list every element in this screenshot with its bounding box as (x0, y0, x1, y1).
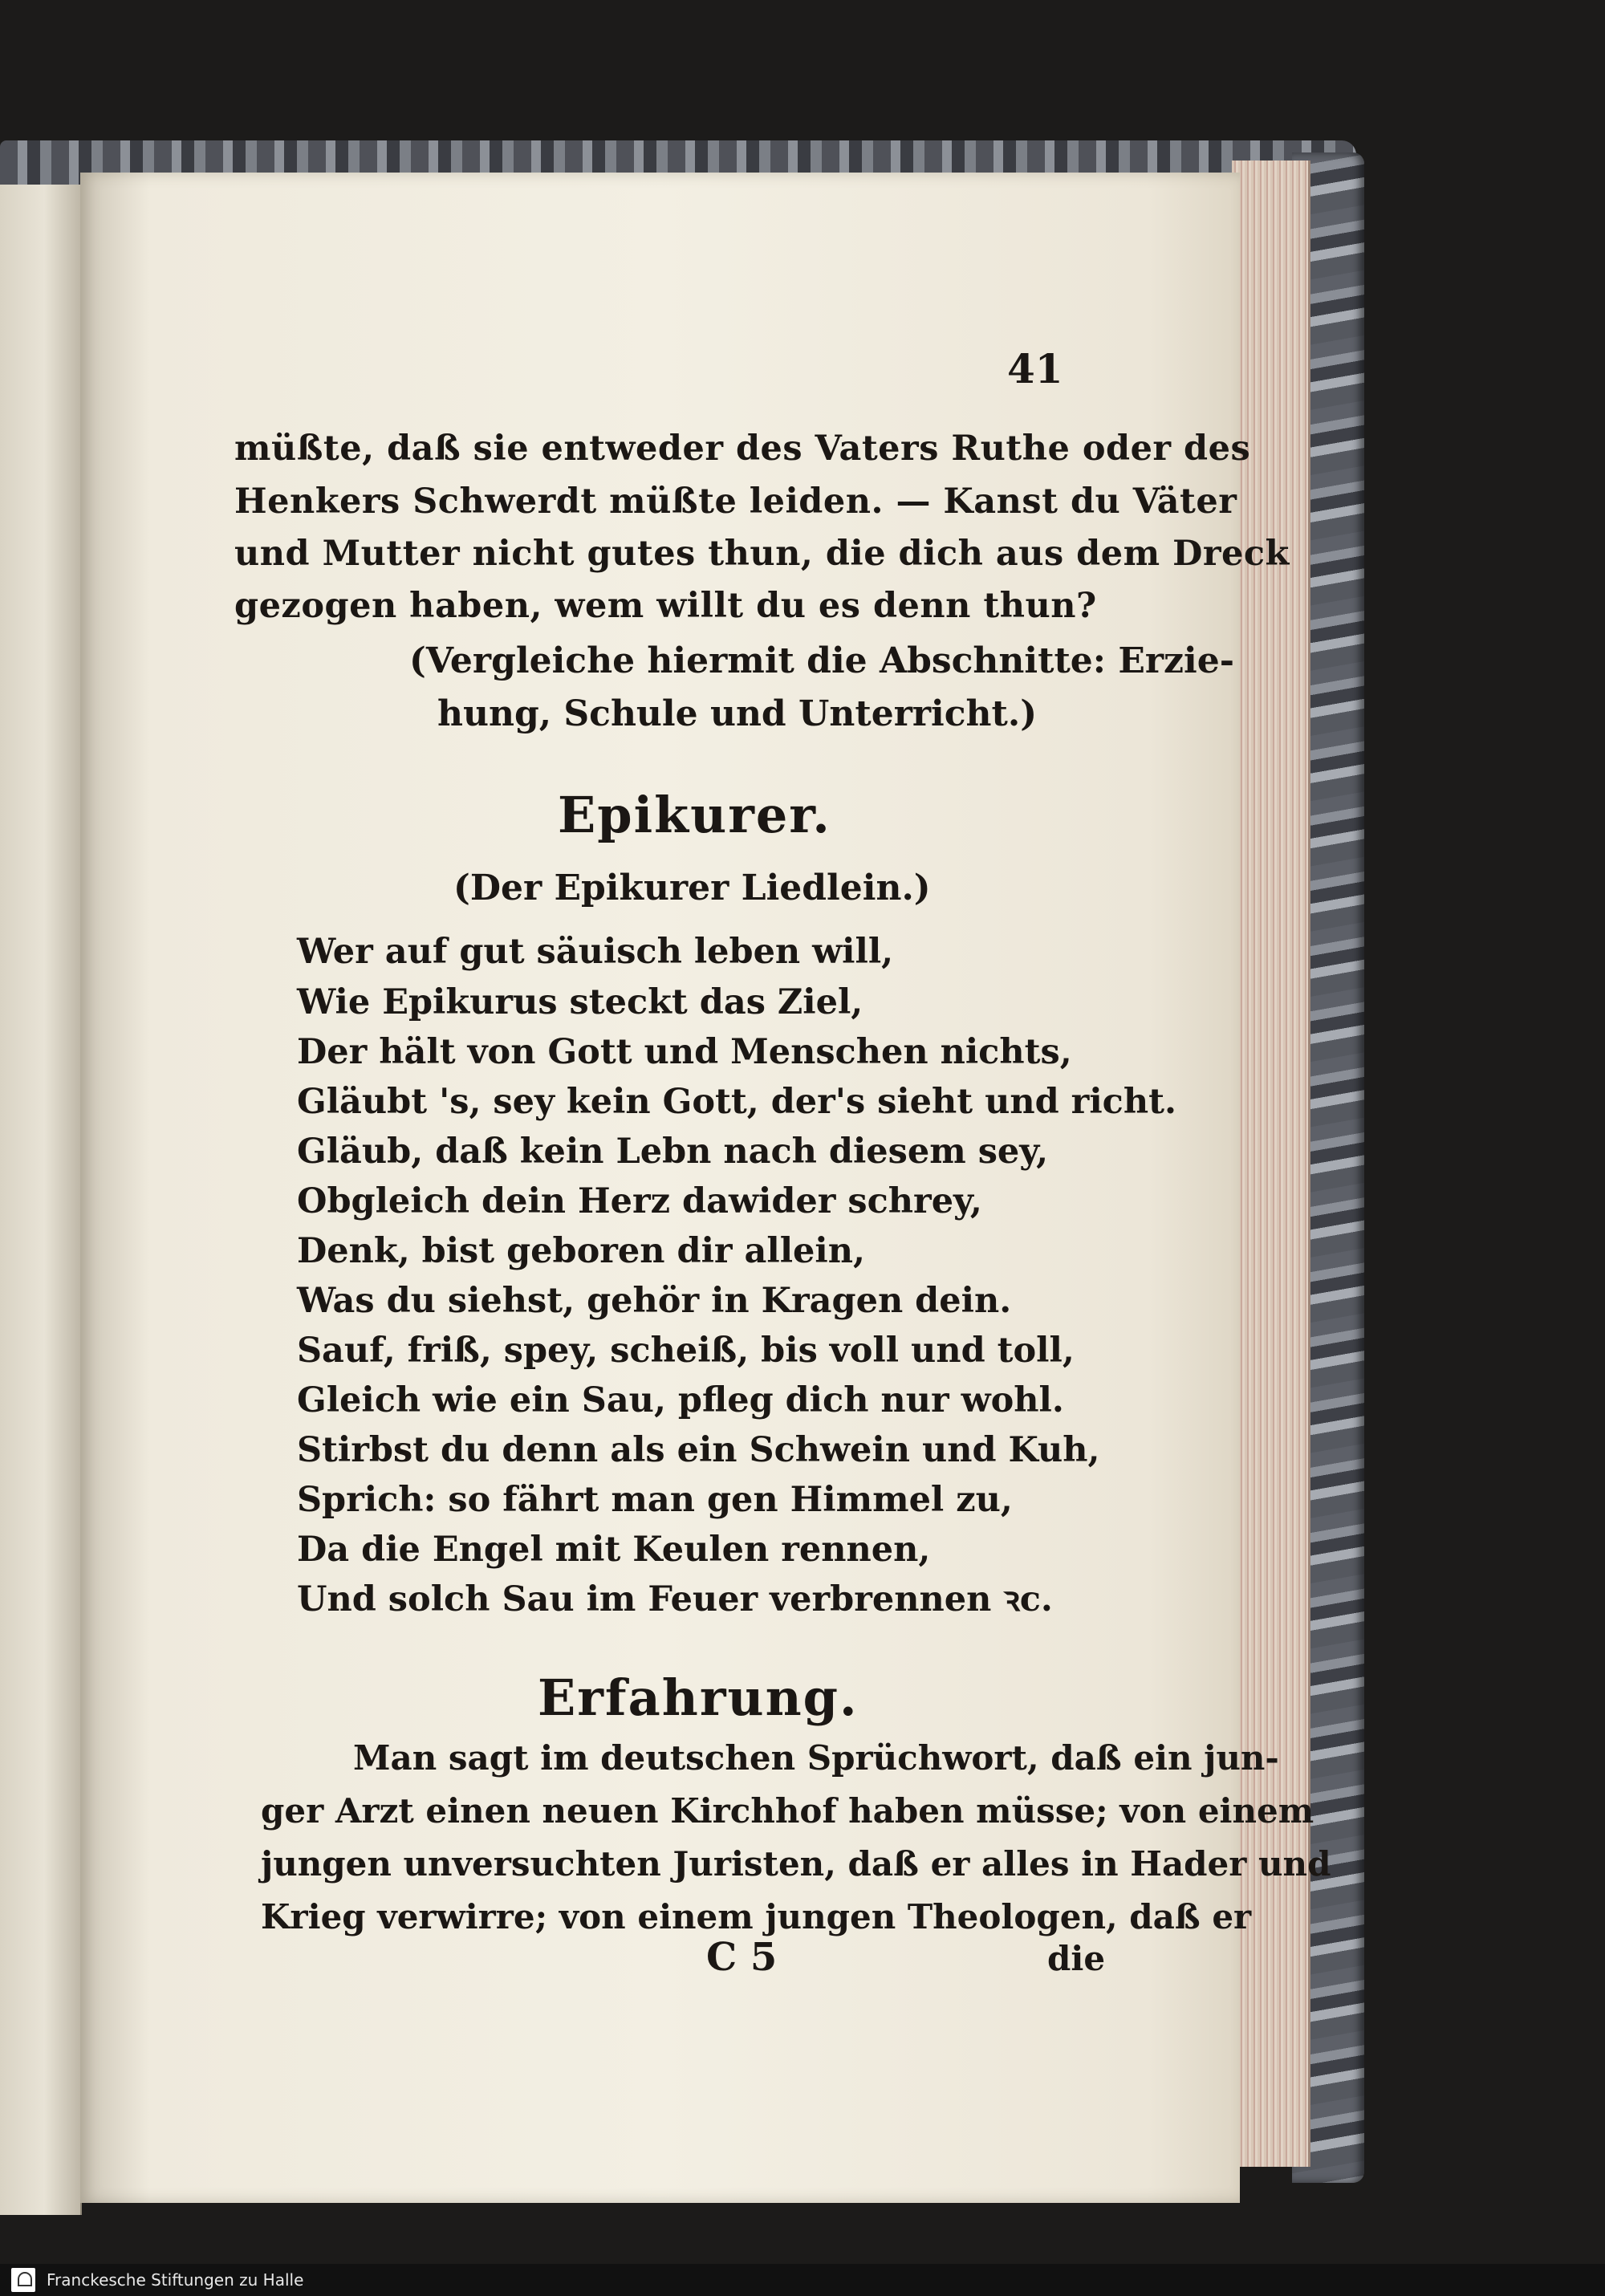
verse-line: Obgleich dein Herz dawider schrey, (297, 1181, 982, 1221)
verse-line: Gläubt 's, sey kein Gott, der's sieht und richt. (297, 1082, 1176, 1122)
prose-line: ger Arzt einen neuen Kirchhof haben müsse; von einem (261, 1791, 1314, 1831)
verse-line: Denk, bist geboren dir allein, (297, 1231, 865, 1271)
verse-line: Der hält von Gott und Menschen nichts, (297, 1032, 1072, 1072)
verse-line: Und solch Sau im Feuer verbrennen ꝛc. (297, 1579, 1053, 1619)
verse-line: Sauf, friß, spey, scheiß, bis voll und toll, (297, 1331, 1075, 1371)
previous-page-sliver (0, 185, 82, 2215)
intro-line: und Mutter nicht gutes thun, die dich aus dem Dreck (234, 534, 1290, 574)
catchword: die (1047, 1939, 1106, 1978)
intro-line: gezogen haben, wem willt du es denn thun? (234, 586, 1097, 626)
verse-line: Wie Epikurus steckt das Ziel, (297, 982, 863, 1022)
prose-line: Man sagt im deutschen Sprüchwort, daß ein jun- (353, 1738, 1279, 1778)
cross-reference-line: (Vergleiche hiermit die Abschnitte: Erzie- (409, 640, 1235, 681)
prose-line: Krieg verwirre; von einem jungen Theologen, daß er (261, 1897, 1252, 1936)
intro-line: müßte, daß sie entweder des Vaters Ruthe oder des (234, 429, 1251, 469)
verse-line: Sprich: so fährt man gen Himmel zu, (297, 1480, 1013, 1520)
verse-line: Gleich wie ein Sau, pfleg dich nur wohl. (297, 1380, 1064, 1420)
verse-line: Wer auf gut säuisch leben will, (297, 932, 894, 972)
verse-line: Gläub, daß kein Lebn nach diesem sey, (297, 1132, 1049, 1172)
section-title: Erfahrung. (538, 1668, 859, 1727)
verse-line: Da die Engel mit Keulen rennen, (297, 1530, 931, 1570)
signature-mark: C 5 (706, 1935, 778, 1980)
verse-line: Stirbst du denn als ein Schwein und Kuh, (297, 1430, 1100, 1470)
prose-line: jungen unversuchten Juristen, daß er alles in Hader und (261, 1844, 1331, 1884)
section-subtitle: (Der Epikurer Liedlein.) (453, 868, 931, 908)
verse-line: Was du siehst, gehör in Kragen dein. (297, 1281, 1012, 1321)
institution-logo-icon (11, 2268, 35, 2292)
section-title: Epikurer. (558, 786, 831, 844)
cross-reference-line: hung, Schule und Unterricht.) (437, 693, 1038, 734)
page-number: 41 (1007, 345, 1063, 392)
intro-line: Henkers Schwerdt müßte leiden. — Kanst du Väter (234, 482, 1237, 522)
footer-institution: Franckesche Stiftungen zu Halle (47, 2270, 304, 2290)
